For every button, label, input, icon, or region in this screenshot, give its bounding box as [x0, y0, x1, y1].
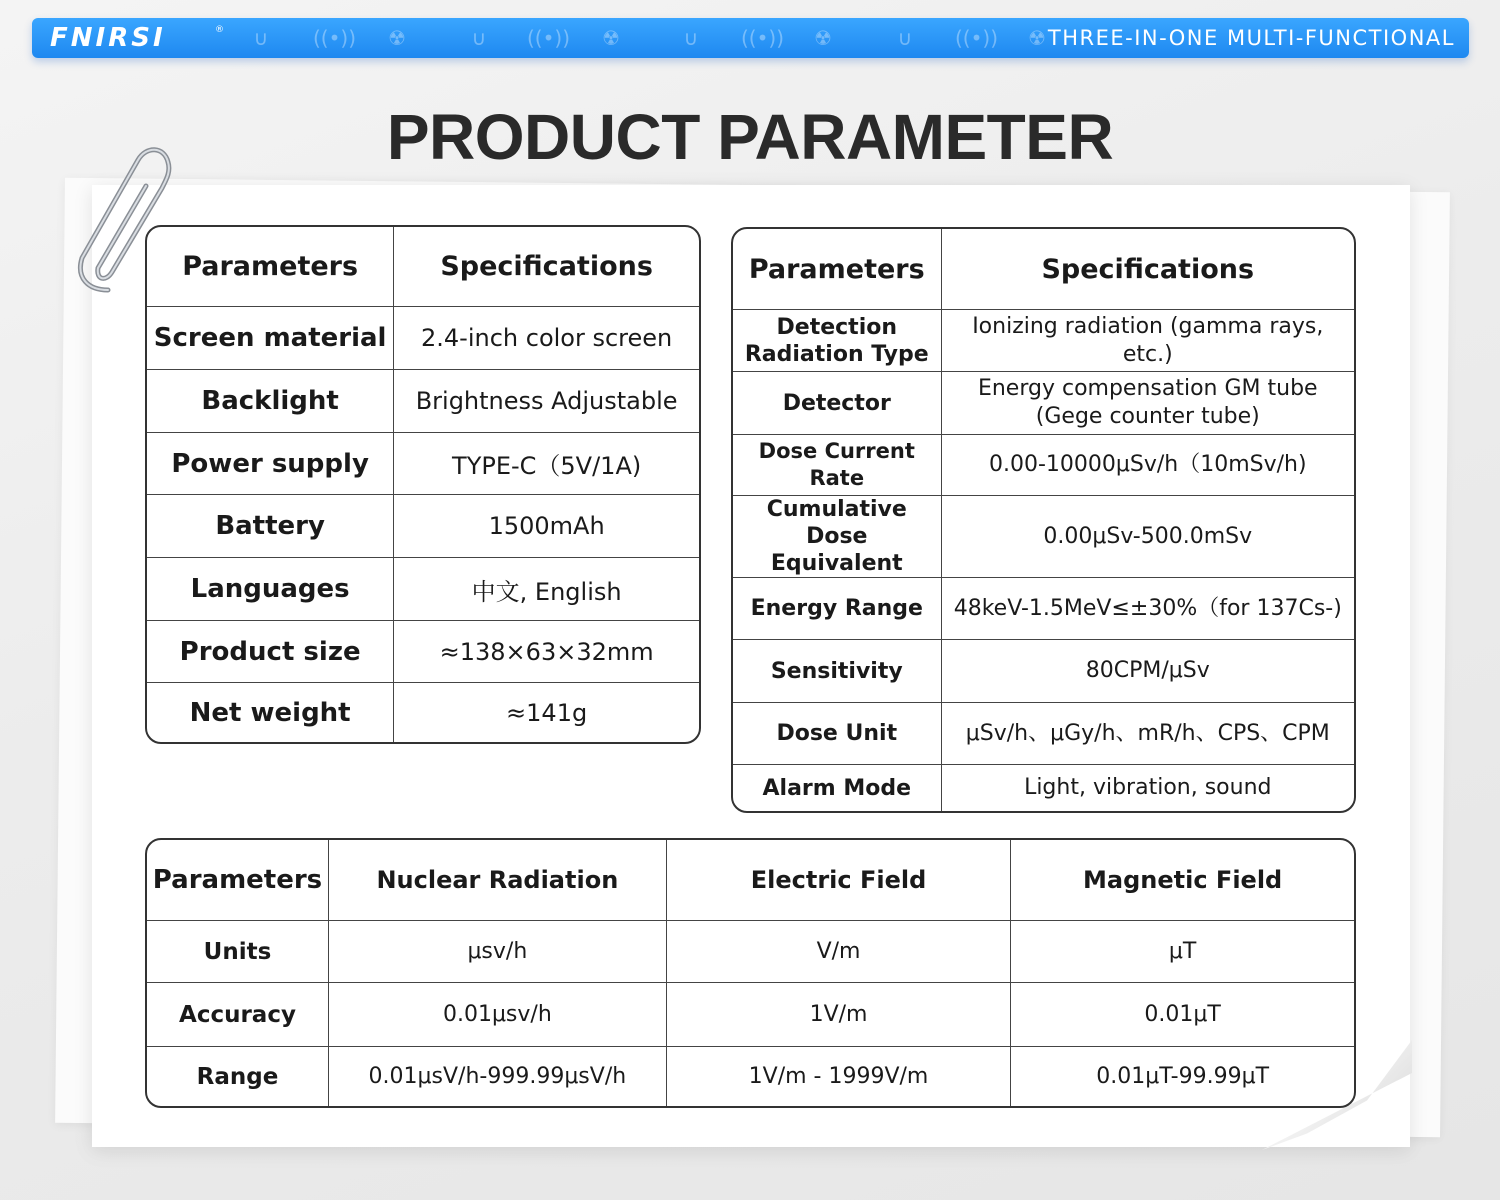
radiation-icon: ☢: [388, 26, 406, 50]
param-name: Screen material: [147, 307, 394, 370]
table-row: [147, 983, 1354, 1047]
param-value: Light, vibration, sound: [1024, 775, 1272, 800]
param-value: ≈141g: [506, 698, 588, 727]
radiation-spec-table: [731, 227, 1356, 813]
radiation-icon: ☢: [1028, 26, 1046, 50]
header-bar: [32, 18, 1469, 58]
page-title: PRODUCT PARAMETER: [386, 101, 1114, 173]
param-name: Languages: [147, 558, 394, 621]
param-name: Power supply: [147, 433, 394, 495]
table-header-row: [147, 840, 1354, 921]
param-value: 0.01μT: [1011, 983, 1354, 1047]
signal-icon: ((•)): [313, 26, 357, 50]
param-value: TYPE-C（5V/1A): [394, 433, 699, 495]
param-name: Units: [147, 921, 329, 983]
param-name: Dose Current Rate: [733, 435, 942, 496]
signal-icon: ((•)): [955, 26, 999, 50]
table-row: [733, 435, 1354, 496]
general-spec-table: [145, 225, 701, 744]
param-name: Product size: [147, 621, 394, 683]
param-value: Brightness Adjustable: [394, 370, 699, 433]
param-value: 0.00-10000μSv/h（10mSv/h): [942, 435, 1354, 496]
param-value: μsv/h: [329, 921, 667, 983]
magnet-icon: ∪: [897, 26, 913, 50]
param-name: Energy Range: [733, 578, 942, 640]
column-header: Electric Field: [667, 840, 1012, 921]
table-row: [147, 1047, 1354, 1106]
radiation-icon: ☢: [602, 26, 620, 50]
table-row: [733, 310, 1354, 372]
param-value: 48keV-1.5MeV≤±30%（for 137Cs-): [942, 578, 1354, 640]
param-value: 0.00μSv-500.0mSv: [942, 496, 1354, 578]
table-header-row: [147, 227, 699, 307]
param-value: 中文, English: [394, 558, 699, 621]
param-value: 80CPM/μSv: [942, 640, 1354, 703]
param-name: Dose Unit: [733, 703, 942, 765]
param-name: Battery: [147, 495, 394, 558]
param-value: μSv/h、μGy/h、mR/h、CPS、CPM: [942, 703, 1354, 765]
param-name: Alarm Mode: [733, 765, 942, 811]
param-name: Backlight: [147, 370, 394, 433]
param-name: Accuracy: [147, 983, 329, 1047]
column-header: Specifications: [942, 229, 1354, 310]
table-row: [733, 703, 1354, 765]
radiation-icon: ☢: [814, 26, 832, 50]
param-value: 1V/m: [667, 983, 1012, 1047]
column-header: Parameters: [147, 840, 329, 921]
tagline: THREE-IN-ONE MULTI-FUNCTIONAL: [1047, 26, 1455, 50]
param-value: 1V/m - 1999V/m: [667, 1047, 1012, 1106]
param-name: Range: [147, 1047, 329, 1106]
magnet-icon: ∪: [471, 26, 487, 50]
param-name: Detector: [733, 372, 942, 435]
table-row: [147, 621, 699, 683]
param-value: μT: [1011, 921, 1354, 983]
param-value: 0.01μsv/h: [329, 983, 667, 1047]
sensor-comparison-table: [145, 838, 1356, 1108]
column-header: Parameters: [733, 229, 942, 310]
param-value: Energy compensation GM tube (Gege counter tube): [942, 372, 1354, 435]
param-value: 0.01μsV/h-999.99μsV/h: [329, 1047, 667, 1106]
magnet-icon: ∪: [683, 26, 699, 50]
param-value: ≈138×63×32mm: [394, 621, 699, 683]
table-row: [733, 765, 1354, 811]
signal-icon: ((•)): [527, 26, 571, 50]
param-value: 1500mAh: [394, 495, 699, 558]
table-row: [147, 921, 1354, 983]
table-row: [733, 496, 1354, 578]
column-header: Parameters: [147, 227, 394, 307]
param-name: Sensitivity: [733, 640, 942, 703]
param-name: Cumulative Dose Equivalent: [733, 496, 942, 578]
column-header: Nuclear Radiation: [329, 840, 667, 921]
signal-icon: ((•)): [741, 26, 785, 50]
table-row: [733, 578, 1354, 640]
param-name: Detection Radiation Type: [733, 310, 942, 372]
table-header-row: [733, 229, 1354, 310]
table-row: [733, 372, 1354, 435]
table-row: [147, 683, 699, 742]
column-header: Magnetic Field: [1011, 840, 1354, 921]
param-value: 2.4-inch color screen: [394, 307, 699, 370]
column-header: Specifications: [394, 227, 699, 307]
table-row: [147, 495, 699, 558]
param-name: Net weight: [147, 683, 394, 742]
table-row: [733, 640, 1354, 703]
table-row: [147, 307, 699, 370]
param-value: 0.01μT-99.99μT: [1096, 1064, 1270, 1089]
table-row: [147, 433, 699, 495]
magnet-icon: ∪: [253, 26, 269, 50]
param-value: V/m: [667, 921, 1012, 983]
table-row: [147, 370, 699, 433]
param-value: Ionizing radiation (gamma rays, etc.): [942, 310, 1354, 372]
registered-mark: ®: [215, 25, 224, 35]
table-row: [147, 558, 699, 621]
brand-logo: FNIRSI: [50, 23, 166, 53]
